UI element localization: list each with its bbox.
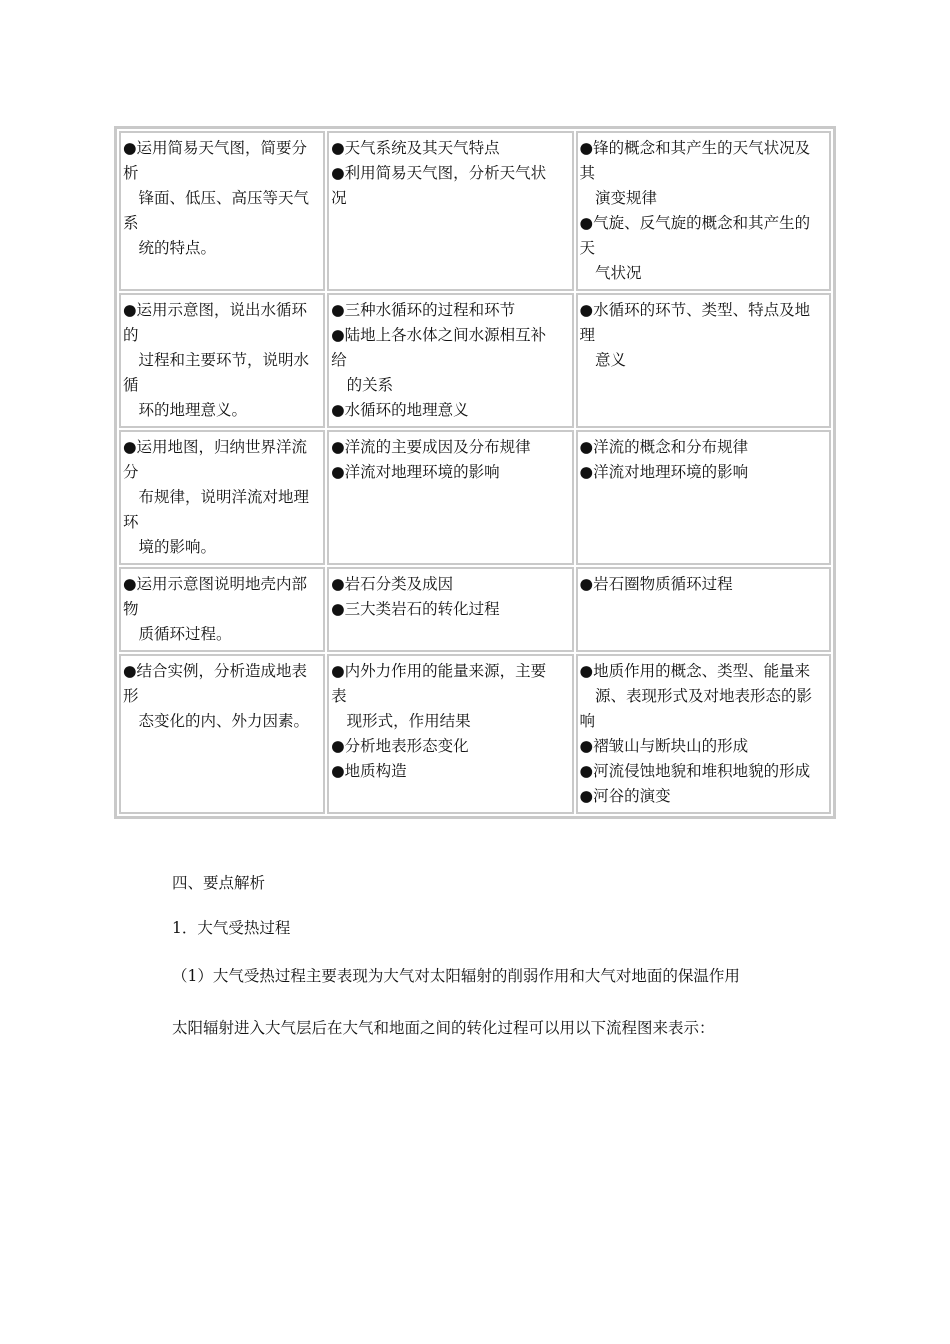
cell-line: 境的影响。 [123, 538, 217, 556]
cell-line: 气状况 [579, 264, 642, 282]
cell-line: 态变化的内、外力因素。 [123, 712, 310, 730]
cell-line: 给 [331, 351, 347, 369]
section-heading: 四、要点解析 [172, 874, 266, 892]
cell-line: ●水循环的环节、类型、特点及地 [579, 301, 811, 319]
table-cell [327, 430, 573, 565]
cell-line: ●结合实例，分析造成地表 [123, 662, 308, 680]
curriculum-table-body [119, 131, 831, 814]
cell-line: 过程和主要环节，说明水 [123, 351, 310, 369]
subheading: 1．大气受热过程 [172, 919, 291, 937]
table-row [119, 430, 831, 565]
cell-line: ●河谷的演变 [579, 787, 671, 805]
cell-line: 统的特点。 [123, 239, 217, 257]
cell-line: ●利用简易天气图，分析天气状 [331, 164, 547, 182]
cell-line: ●运用示意图，说出水循环 [123, 301, 308, 319]
cell-line: ●陆地上各水体之间水源相互补 [331, 326, 547, 344]
table-cell [576, 293, 831, 428]
table-cell [119, 654, 325, 814]
cell-line: ●分析地表形态变化 [331, 737, 469, 755]
cell-line: ●地质作用的概念、类型、能量来 [579, 662, 811, 680]
cell-line: 响 [579, 712, 596, 730]
cell-line: 的 [123, 326, 139, 344]
paragraph-2: 太阳辐射进入大气层后在大气和地面之间的转化过程可以用以下流程图来表示： [172, 1019, 715, 1037]
cell-line: ●运用地图，归纳世界洋流 [123, 438, 308, 456]
cell-line: 质循环过程。 [123, 625, 232, 643]
cell-line: 系 [123, 214, 139, 232]
cell-line: 环 [123, 513, 139, 531]
cell-line: ●洋流对地理环境的影响 [331, 463, 500, 481]
cell-line: ●气旋、反气旋的概念和其产生的 [579, 214, 811, 232]
cell-line: 形 [123, 687, 139, 705]
cell-line: ●洋流的概念和分布规律 [579, 438, 749, 456]
table-row [119, 567, 831, 652]
cell-line: ●地质构造 [331, 762, 407, 780]
cell-line: 环的地理意义。 [123, 401, 248, 419]
cell-line: ●三大类岩石的转化过程 [331, 600, 500, 618]
cell-line: 析 [123, 164, 139, 182]
table-cell [119, 567, 325, 652]
cell-line: ●三种水循环的过程和环节 [331, 301, 516, 319]
cell-line: ●褶皱山与断块山的形成 [579, 737, 749, 755]
paragraph-1: （1）大气受热过程主要表现为大气对太阳辐射的削弱作用和大气对地面的保温作用 [172, 967, 740, 985]
table-cell [327, 131, 573, 291]
cell-line: ●运用简易天气图，简要分 [123, 139, 308, 157]
table-cell [576, 654, 831, 814]
table-row [119, 293, 831, 428]
table-cell [576, 567, 831, 652]
cell-line: 现形式，作用结果 [331, 712, 471, 730]
cell-line: ●水循环的地理意义 [331, 401, 469, 419]
cell-line: 分 [123, 463, 139, 481]
cell-line: ●岩石分类及成因 [331, 575, 454, 593]
table-row [119, 131, 831, 291]
table-cell [576, 131, 831, 291]
cell-line: 布规律，说明洋流对地理 [123, 488, 310, 506]
table-cell [119, 131, 325, 291]
cell-line: 演变规律 [579, 189, 658, 207]
cell-line: ●锋的概念和其产生的天气状况及 [579, 139, 811, 157]
cell-line: 其 [579, 164, 596, 182]
cell-line: ●天气系统及其天气特点 [331, 139, 500, 157]
cell-line: ●运用示意图说明地壳内部 [123, 575, 308, 593]
curriculum-table [114, 126, 836, 819]
cell-line: ●内外力作用的能量来源，主要 [331, 662, 547, 680]
cell-line: ●洋流的主要成因及分布规律 [331, 438, 531, 456]
table-row [119, 654, 831, 814]
cell-line: 表 [331, 687, 347, 705]
cell-line: 物 [123, 600, 139, 618]
cell-line: 理 [579, 326, 596, 344]
cell-line: 的关系 [331, 376, 394, 394]
cell-line: ●岩石圈物质循环过程 [579, 575, 733, 593]
cell-line: 循 [123, 376, 139, 394]
table-cell [327, 567, 573, 652]
cell-line: ●洋流对地理环境的影响 [579, 463, 749, 481]
cell-line: 天 [579, 239, 596, 257]
table-cell [119, 430, 325, 565]
table-cell [119, 293, 325, 428]
cell-line: 锋面、低压、高压等天气 [123, 189, 310, 207]
cell-line: 源、表现形式及对地表形态的影 [579, 687, 813, 705]
cell-line: 况 [331, 189, 347, 207]
table-cell [576, 430, 831, 565]
cell-line: ●河流侵蚀地貌和堆积地貌的形成 [579, 762, 811, 780]
cell-line: 意义 [579, 351, 627, 369]
table-cell [327, 654, 573, 814]
table-cell [327, 293, 573, 428]
